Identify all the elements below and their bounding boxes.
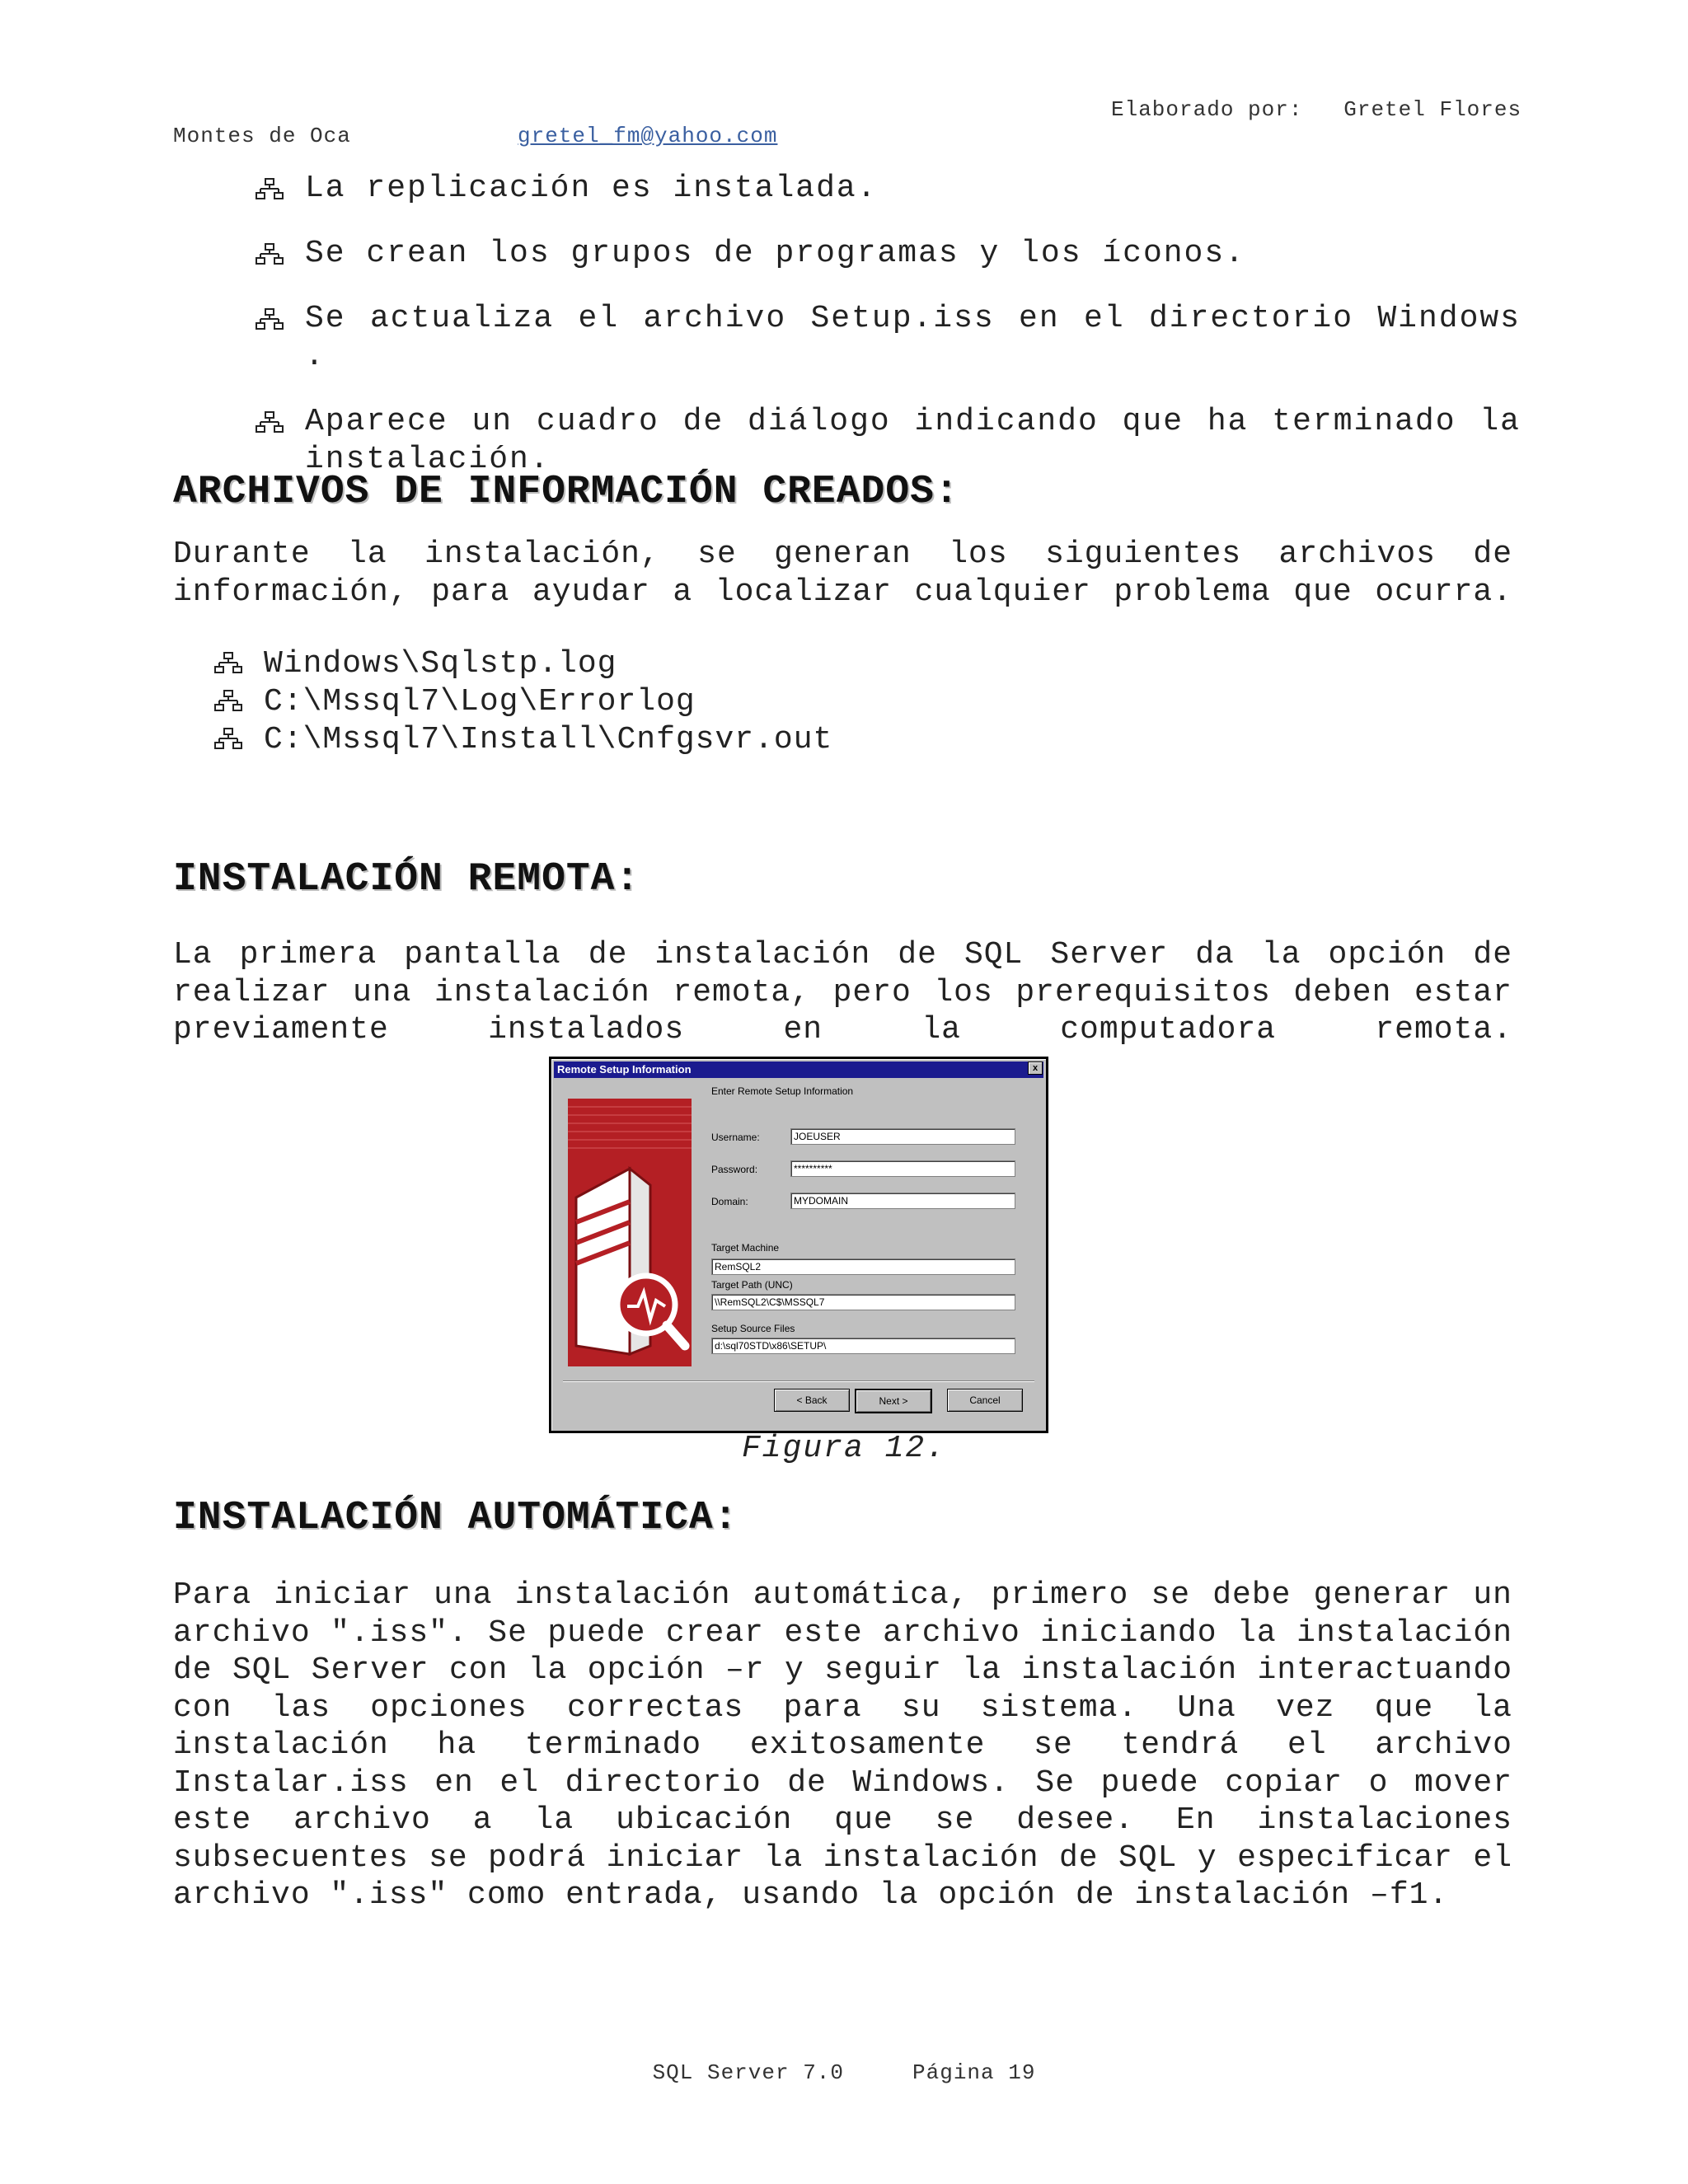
- dialog-divider: [563, 1380, 1034, 1382]
- target-path-field[interactable]: \\RemSQL2\C$\MSSQL7: [711, 1294, 1015, 1310]
- target-machine-field[interactable]: RemSQL2: [711, 1258, 1015, 1275]
- network-bullet-icon: [256, 235, 305, 266]
- network-bullet-icon: [214, 645, 264, 675]
- section-heading-automatica: INSTALACIÓN AUTOMÁTICA:: [173, 1496, 738, 1540]
- file-path: Windows\Sqlstp.log: [264, 646, 617, 682]
- file-path: C:\Mssql7\Log\Errorlog: [264, 684, 696, 719]
- file-path: C:\Mssql7\Install\Cnfgsvr.out: [264, 722, 833, 757]
- cancel-button[interactable]: Cancel: [947, 1389, 1023, 1412]
- remote-setup-dialog: [549, 1057, 1048, 1433]
- target-path-label: Target Path (UNC): [711, 1279, 793, 1291]
- target-machine-label: Target Machine: [711, 1242, 780, 1254]
- step-text: Se crean los grupos de programas y los íconos.: [305, 236, 1245, 271]
- step-text: Se actualiza el archivo Setup.iss en el directorio Windows .: [305, 301, 1521, 374]
- step-text: Aparece un cuadro de diálogo indicando que ha terminado la instalación.: [305, 404, 1521, 477]
- section-paragraph: La primera pantalla de instalación de SQL Server da la opción de realizar una instalación remota, pero los prerequisitos deben estar previamente instalados en la computadora remota.: [173, 937, 1512, 1047]
- list-item: [214, 721, 832, 759]
- setup-source-field[interactable]: d:\sql70STD\x86\SETUP\: [711, 1338, 1015, 1354]
- password-label: Password:: [711, 1164, 758, 1175]
- header-email-link[interactable]: gretel_fm@yahoo.com: [518, 124, 778, 148]
- header-author: Elaborado por: Gretel Flores: [1111, 97, 1522, 122]
- figure-caption: Figura 12.: [741, 1431, 947, 1466]
- setup-source-label: Setup Source Files: [711, 1323, 795, 1334]
- header-author-surname: Montes de Oca: [173, 124, 351, 148]
- domain-label: Domain:: [711, 1196, 748, 1207]
- username-label: Username:: [711, 1132, 760, 1143]
- list-item: [256, 235, 1521, 273]
- dialog-subtitle: Enter Remote Setup Information: [711, 1085, 854, 1097]
- username-field[interactable]: JOEUSER: [790, 1128, 1015, 1145]
- back-button[interactable]: < Back: [774, 1389, 850, 1412]
- network-bullet-icon: [214, 683, 264, 713]
- section-paragraph: Durante la instalación, se generan los siguientes archivos de información, para ayudar a localizar cualquier problema que ocurra.: [173, 537, 1512, 610]
- section-heading-archivos: ARCHIVOS DE INFORMACIÓN CREADOS:: [173, 470, 959, 514]
- next-button[interactable]: Next >: [855, 1389, 932, 1413]
- domain-field[interactable]: MYDOMAIN: [790, 1193, 1015, 1209]
- list-item: [214, 645, 832, 683]
- page-footer: SQL Server 7.0 Página 19: [652, 2060, 1036, 2085]
- steps-list: [256, 170, 1521, 506]
- dialog-title: Remote Setup Information: [554, 1062, 1043, 1078]
- network-bullet-icon: [256, 403, 305, 434]
- files-list: [214, 645, 832, 759]
- network-bullet-icon: [214, 721, 264, 751]
- network-bullet-icon: [256, 170, 305, 201]
- password-field[interactable]: **********: [790, 1160, 1015, 1177]
- section-heading-remota: INSTALACIÓN REMOTA:: [173, 857, 640, 902]
- server-illustration-icon: [568, 1099, 692, 1366]
- list-item: [256, 170, 1521, 208]
- list-item: [256, 300, 1521, 376]
- close-icon[interactable]: x: [1028, 1062, 1043, 1075]
- network-bullet-icon: [256, 300, 305, 331]
- step-text: La replicación es instalada.: [305, 171, 878, 206]
- section-paragraph: Para iniciar una instalación automática, primero se debe generar un archivo ".iss". Se puede crear este archivo iniciando la instalación de SQL Server con la opción –r y seguir la instalación interactuando con las opciones correctas para su sistema. Una vez que la instalación ha terminado exitosamente se tendrá el archivo Instalar.iss en el directorio de Windows. Se puede copiar o mover este archivo a la ubicación que se desee. En instalaciones subsecuentes se podrá iniciar la instalación de SQL y especificar el archivo ".iss" como entrada, usando la opción de instalación –f1.: [173, 1577, 1512, 1913]
- list-item: [214, 683, 832, 721]
- list-item: [256, 403, 1521, 479]
